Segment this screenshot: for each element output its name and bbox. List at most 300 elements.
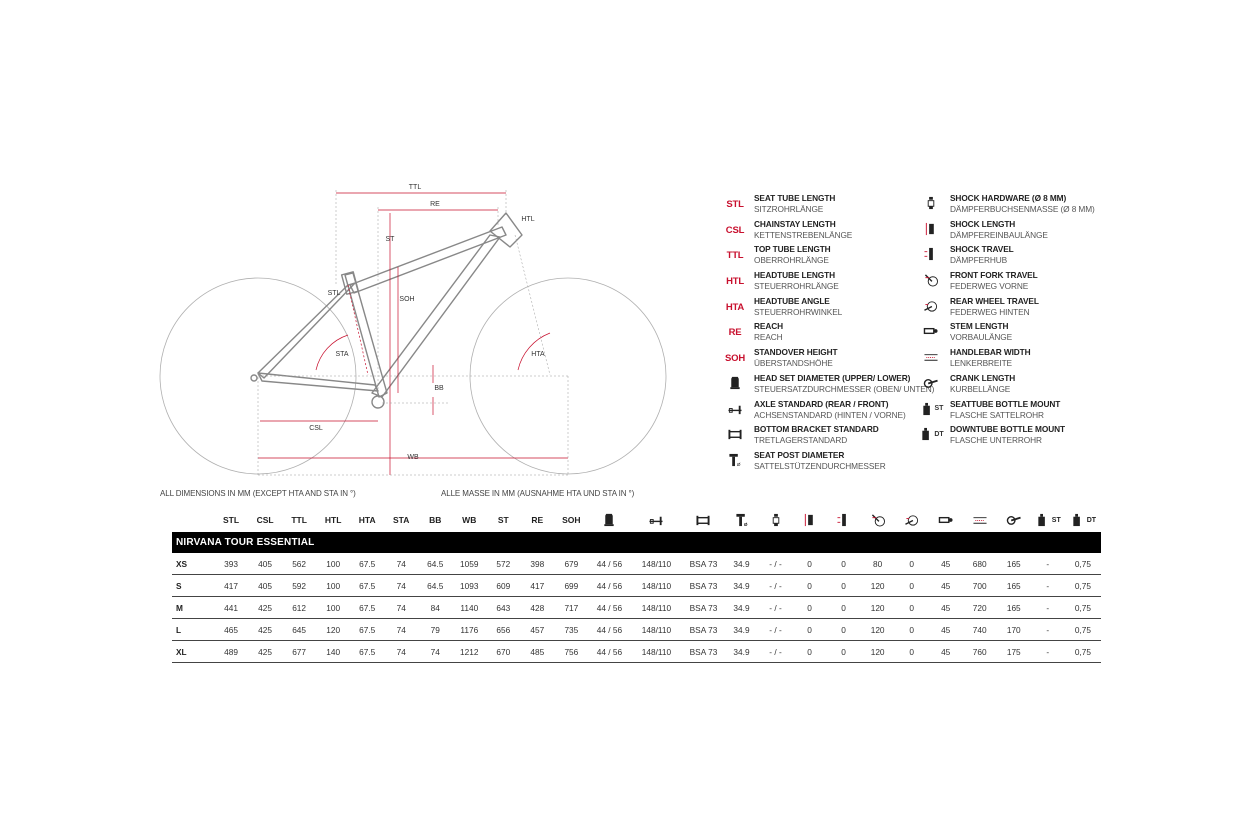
bottom-bracket-icon [695, 513, 711, 527]
table-cell: 0,75 [1065, 553, 1101, 575]
label-re: RE [430, 201, 440, 208]
label-ttl: TTL [408, 184, 422, 191]
label-wb: WB [407, 454, 419, 461]
table-header [588, 508, 630, 532]
table-cell: 175 [997, 641, 1031, 663]
table-cell: 74 [384, 619, 418, 641]
table-cell: 680 [963, 553, 997, 575]
table-cell: 656 [486, 619, 520, 641]
handlebar-icon [922, 350, 940, 364]
legend-item [722, 244, 934, 270]
table-cell: 562 [282, 553, 316, 575]
table-cell: 0 [895, 619, 929, 641]
legend-text [950, 193, 1095, 215]
table-header: WB [462, 515, 477, 525]
table-cell: 465 [214, 619, 248, 641]
size-cell: M [172, 597, 214, 619]
legend-abbr: SOH [725, 353, 745, 365]
legend-item [722, 424, 934, 450]
table-cell: 140 [316, 641, 350, 663]
table-cell: 457 [520, 619, 554, 641]
legend-icon-label: ST [934, 405, 944, 412]
headset-icon [601, 513, 617, 527]
table-header: HTA [358, 515, 376, 525]
size-cell: L [172, 619, 214, 641]
legend-en: AXLE STANDARD (REAR / FRONT) [754, 398, 889, 409]
table-cell: 44 / 56 [588, 641, 630, 663]
table-cell: 120 [861, 619, 895, 641]
legend-text [754, 450, 886, 472]
table-cell: 677 [282, 641, 316, 663]
label-soh: SOH [399, 296, 415, 303]
legend-text [950, 296, 1039, 318]
table-cell: - / - [759, 575, 793, 597]
legend-icon [918, 270, 944, 290]
table-cell: 0 [895, 641, 929, 663]
table-cell: 0 [827, 575, 861, 597]
table-cell: 74 [418, 641, 452, 663]
legend-de: FEDERWEG VORNE [950, 281, 1029, 292]
table-cell: 0 [827, 553, 861, 575]
legend-item [722, 193, 934, 219]
legend-de: FEDERWEG HINTEN [950, 306, 1030, 317]
headset-icon [726, 376, 744, 390]
rear-wheel-icon [922, 299, 940, 313]
note-english: ALL DIMENSIONS IN MM (EXCEPT HTA AND STA IN °) [160, 489, 356, 498]
table-header [997, 508, 1031, 532]
legend-de: LENKERBREITE [950, 358, 1012, 369]
legend-text [950, 270, 1038, 292]
legend-text [754, 193, 835, 215]
legend-item [722, 450, 934, 476]
legend-abbr: TTL [726, 250, 744, 262]
table-cell: 34.9 [724, 553, 758, 575]
legend-text [754, 399, 906, 421]
table-header [724, 508, 758, 532]
shock-hardware-icon [768, 513, 784, 527]
table-cell: 425 [248, 641, 282, 663]
table-cell: - / - [759, 553, 793, 575]
table-cell: 67.5 [350, 575, 384, 597]
legend-de: VORBAULÄNGE [950, 332, 1013, 343]
legend-item [918, 193, 1095, 219]
legend-en: STANDOVER HEIGHT [754, 347, 838, 358]
header-icon-label: DT [1086, 517, 1097, 525]
table-row [172, 597, 1101, 619]
table-cell: 441 [214, 597, 248, 619]
table-cell: 670 [486, 641, 520, 663]
table-cell: 67.5 [350, 553, 384, 575]
table-cell: 428 [520, 597, 554, 619]
table-cell: 645 [282, 619, 316, 641]
table-header [1065, 508, 1101, 532]
table-cell: 120 [316, 619, 350, 641]
table-header [630, 508, 682, 532]
table-cell: BSA 73 [682, 597, 724, 619]
table-cell: 74 [384, 597, 418, 619]
legend-text [950, 321, 1012, 343]
legend-abbr: RE [728, 327, 742, 339]
shock-length-icon [922, 222, 940, 236]
table-cell: 44 / 56 [588, 553, 630, 575]
legend-de: REACH [754, 332, 783, 343]
table-cell: - [1031, 597, 1065, 619]
guide-lines [258, 190, 568, 475]
legend-icon [918, 424, 944, 444]
table-header [759, 508, 793, 532]
table-cell: 45 [929, 597, 963, 619]
legend-text [950, 244, 1014, 266]
table-cell: BSA 73 [682, 619, 724, 641]
table-cell: - / - [759, 597, 793, 619]
legend-icon [918, 373, 944, 393]
table-cell: 679 [554, 553, 588, 575]
table-cell: 165 [997, 597, 1031, 619]
legend-icon [918, 244, 944, 264]
legend-icon [918, 399, 944, 419]
table-row [172, 575, 1101, 597]
legend-text [754, 296, 842, 318]
legend-text [754, 219, 852, 241]
legend-en: HEADTUBE ANGLE [754, 295, 830, 306]
legend-item [918, 373, 1095, 399]
table-cell: 45 [929, 553, 963, 575]
table-cell: 74 [384, 575, 418, 597]
table-cell: 1212 [452, 641, 486, 663]
table-row [172, 641, 1101, 663]
table-cell: 417 [214, 575, 248, 597]
label-csl: CSL [309, 425, 323, 432]
table-cell: BSA 73 [682, 575, 724, 597]
table-cell: 45 [929, 641, 963, 663]
table-cell: 0 [793, 597, 827, 619]
table-cell: - [1031, 641, 1065, 663]
table-cell: 44 / 56 [588, 619, 630, 641]
legend-de: SATTELSTÜTZENDURCHMESSER [754, 460, 886, 471]
table-cell: 45 [929, 575, 963, 597]
table-cell: 0 [793, 619, 827, 641]
legend-en: CRANK LENGTH [950, 372, 1016, 383]
table-cell: 34.9 [724, 641, 758, 663]
table-cell: 148/110 [630, 619, 682, 641]
legend-icon [722, 424, 748, 444]
legend-icon-label: DT [934, 430, 944, 438]
table-cell: 699 [554, 575, 588, 597]
table-cell: 405 [248, 553, 282, 575]
legend-item [918, 399, 1095, 425]
legend-icon [722, 399, 748, 419]
seatpost-icon [734, 513, 750, 527]
legend-left [722, 193, 934, 476]
rear-wheel-icon [904, 513, 920, 527]
legend-de: FLASCHE UNTERROHR [950, 435, 1042, 446]
legend-item [918, 424, 1095, 450]
legend-en: REACH [754, 321, 784, 332]
legend-de: DÄMPFEREINBAULÄNGE [950, 229, 1048, 240]
table-cell: 405 [248, 575, 282, 597]
table-header [827, 508, 861, 532]
table-header [895, 508, 929, 532]
legend-item [722, 373, 934, 399]
table-cell: 1176 [452, 619, 486, 641]
legend-en: SHOCK LENGTH [950, 218, 1016, 229]
table-cell: 80 [861, 553, 895, 575]
legend-text [754, 270, 839, 292]
table-header [1031, 508, 1065, 532]
table-cell: 84 [418, 597, 452, 619]
legend-text [950, 424, 1065, 446]
front-fork-icon [870, 513, 886, 527]
table-cell: 74 [384, 553, 418, 575]
legend-text [950, 399, 1060, 421]
label-hta: HTA [531, 351, 545, 358]
table-cell: 120 [861, 597, 895, 619]
stem-icon [938, 513, 954, 527]
table-cell: 643 [486, 597, 520, 619]
table-cell: - / - [759, 641, 793, 663]
table-header [793, 508, 827, 532]
shock-hardware-icon [922, 196, 940, 210]
table-cell: 760 [963, 641, 997, 663]
table-cell: 1140 [452, 597, 486, 619]
legend-abbr: STL [726, 199, 744, 210]
legend-text [754, 321, 783, 343]
table-cell: BSA 73 [682, 641, 724, 663]
legend-item [722, 321, 934, 347]
legend-en: BOTTOM BRACKET STANDARD [754, 424, 879, 435]
handlebar-icon [972, 513, 988, 527]
legend-en: SEAT TUBE LENGTH [754, 193, 836, 203]
shock-travel-icon [922, 247, 940, 261]
legend-en: SHOCK TRAVEL [950, 244, 1014, 255]
table-cell: 0,75 [1065, 597, 1101, 619]
table-header: STA [393, 515, 410, 525]
table-header: RE [531, 515, 544, 525]
legend-de: SITZROHRLÄNGE [754, 204, 824, 214]
table-cell: 67.5 [350, 597, 384, 619]
table-header-row [172, 508, 1101, 532]
table-header [682, 508, 724, 532]
legend-item [918, 347, 1095, 373]
label-st: ST [385, 236, 395, 243]
legend-item [722, 270, 934, 296]
table-header: TTL [291, 515, 307, 525]
table-cell: 0 [793, 641, 827, 663]
table-cell: 34.9 [724, 575, 758, 597]
legend-de: KETTENSTREBENLÄNGE [754, 229, 853, 240]
table-cell: 165 [997, 575, 1031, 597]
table-cell: 1059 [452, 553, 486, 575]
crank-icon [1006, 513, 1022, 527]
table-cell: 720 [963, 597, 997, 619]
table-cell: 717 [554, 597, 588, 619]
legend-item [918, 219, 1095, 245]
legend-de: ÜBERSTANDSHÖHE [754, 358, 833, 369]
table-cell: 74 [384, 641, 418, 663]
legend-de: FLASCHE SATTELROHR [950, 409, 1044, 420]
legend-text [950, 347, 1031, 369]
label-stl: STL [327, 290, 341, 297]
table-cell: 735 [554, 619, 588, 641]
legend-right [918, 193, 1095, 450]
table-cell: 148/110 [630, 553, 682, 575]
stem-icon [922, 324, 940, 338]
table-cell: 417 [520, 575, 554, 597]
legend-en: HEAD SET DIAMETER (UPPER/ LOWER) [754, 372, 911, 383]
legend-text [754, 347, 838, 369]
table-cell: - [1031, 553, 1065, 575]
legend-item [918, 244, 1095, 270]
table-cell: 0 [895, 575, 929, 597]
dimension-labels [309, 184, 545, 461]
legend-de: DÄMPFERHUB [950, 255, 1008, 266]
table-cell: 34.9 [724, 597, 758, 619]
table-cell: 67.5 [350, 619, 384, 641]
legend-abbr: HTA [725, 301, 745, 313]
table-row [172, 619, 1101, 641]
table-cell: BSA 73 [682, 553, 724, 575]
table-header: BB [429, 515, 442, 525]
legend-en: SHOCK HARDWARE (Ø 8 MM) [950, 193, 1067, 203]
table-cell: 64.5 [418, 553, 452, 575]
table-cell: 165 [997, 553, 1031, 575]
table-cell: 0 [895, 597, 929, 619]
table-cell: 0,75 [1065, 575, 1101, 597]
table-cell: 0 [827, 619, 861, 641]
table-cell: 100 [316, 597, 350, 619]
table-cell: 0 [895, 553, 929, 575]
legend-de: STEUERROHRWINKEL [754, 306, 843, 317]
legend-item [918, 270, 1095, 296]
bottle-dt-icon [1070, 513, 1086, 527]
size-cell: S [172, 575, 214, 597]
table-header: CSL [256, 515, 274, 525]
table-cell: 485 [520, 641, 554, 663]
legend-de: OBERROHRLÄNGE [754, 255, 829, 266]
legend-en: TOP TUBE LENGTH [754, 244, 831, 255]
table-cell: 148/110 [630, 575, 682, 597]
crank-icon [922, 376, 940, 390]
model-name: NIRVANA TOUR ESSENTIAL [172, 532, 1101, 553]
table-cell: 44 / 56 [588, 597, 630, 619]
legend-en: DOWNTUBE BOTTLE MOUNT [950, 424, 1065, 435]
table-cell: 120 [861, 641, 895, 663]
note-german: ALLE MASSE IN MM (AUSNAHME HTA UND STA IN °) [441, 489, 635, 498]
table-cell: 148/110 [630, 597, 682, 619]
legend-de: DÄMPFERBUCHSENMASSE (Ø 8 MM) [950, 204, 1095, 214]
model-row [172, 532, 1101, 553]
legend-icon [722, 373, 748, 393]
header-icon-label: ST [1051, 517, 1061, 525]
table-cell: 34.9 [724, 619, 758, 641]
table-row [172, 553, 1101, 575]
table-cell: 425 [248, 597, 282, 619]
table-cell: 612 [282, 597, 316, 619]
legend-icon [918, 347, 944, 367]
table-header: STL [223, 515, 240, 525]
table-cell: 393 [214, 553, 248, 575]
legend-en: SEATTUBE BOTTLE MOUNT [950, 398, 1061, 409]
table-cell: 100 [316, 575, 350, 597]
table-cell: 0,75 [1065, 619, 1101, 641]
table-cell: - [1031, 575, 1065, 597]
label-bb: BB [434, 385, 444, 392]
legend-text [754, 424, 879, 446]
legend-text [950, 219, 1048, 241]
table-cell: 1093 [452, 575, 486, 597]
bottom-bracket-icon [726, 427, 744, 441]
table-cell: 592 [282, 575, 316, 597]
table-cell: 148/110 [630, 641, 682, 663]
size-cell: XS [172, 553, 214, 575]
table-cell: 0,75 [1065, 641, 1101, 663]
front-fork-icon [922, 273, 940, 287]
legend-en: SEAT POST DIAMETER [754, 449, 845, 460]
geometry-table [172, 508, 1101, 663]
svg-text:Ø: Ø [743, 522, 747, 527]
size-cell: XL [172, 641, 214, 663]
legend-item [918, 296, 1095, 322]
legend-en: CHAINSTAY LENGTH [754, 218, 836, 229]
table-header [963, 508, 997, 532]
legend-icon [918, 296, 944, 316]
legend-en: REAR WHEEL TRAVEL [950, 295, 1039, 306]
legend-abbr: HTL [726, 276, 744, 288]
legend-de: TRETLAGERSTANDARD [754, 435, 848, 446]
legend-icon [918, 219, 944, 239]
svg-text:Ø: Ø [736, 461, 741, 467]
axle-icon [648, 513, 664, 527]
table-header [929, 508, 963, 532]
table-cell: 64.5 [418, 575, 452, 597]
legend-icon [722, 450, 748, 470]
table-cell: 700 [963, 575, 997, 597]
table-cell: 425 [248, 619, 282, 641]
legend-item [722, 347, 934, 373]
table-header [861, 508, 895, 532]
table-cell: - / - [759, 619, 793, 641]
legend-en: FRONT FORK TRAVEL [950, 270, 1038, 281]
table-header: SOH [562, 515, 581, 525]
legend-en: HANDLEBAR WIDTH [950, 347, 1031, 358]
label-sta: STA [335, 351, 349, 358]
table-header [172, 508, 214, 532]
legend-icon [918, 321, 944, 341]
axle-icon [726, 402, 744, 416]
legend-en: HEADTUBE LENGTH [754, 270, 836, 281]
table-cell: 100 [316, 553, 350, 575]
legend-de: STEUERSATZDURCHMESSER (OBEN/ UNTEN) [754, 383, 935, 394]
table-cell: 756 [554, 641, 588, 663]
table-cell: 740 [963, 619, 997, 641]
legend-en: STEM LENGTH [950, 321, 1009, 332]
bottle-st-icon [1035, 513, 1051, 527]
table-cell: 170 [997, 619, 1031, 641]
shock-length-icon [802, 513, 818, 527]
table-cell: 44 / 56 [588, 575, 630, 597]
table-cell: 120 [861, 575, 895, 597]
legend-item [722, 399, 934, 425]
legend-text [754, 373, 934, 395]
legend-de: ACHSENSTANDARD (HINTEN / VORNE) [754, 409, 906, 420]
legend-item [722, 296, 934, 322]
legend-item [918, 321, 1095, 347]
table-cell: 0 [793, 575, 827, 597]
table-cell: 489 [214, 641, 248, 663]
legend-abbr: CSL [725, 224, 745, 236]
label-htl: HTL [521, 216, 535, 223]
legend-de: STEUERROHRLÄNGE [754, 281, 839, 292]
